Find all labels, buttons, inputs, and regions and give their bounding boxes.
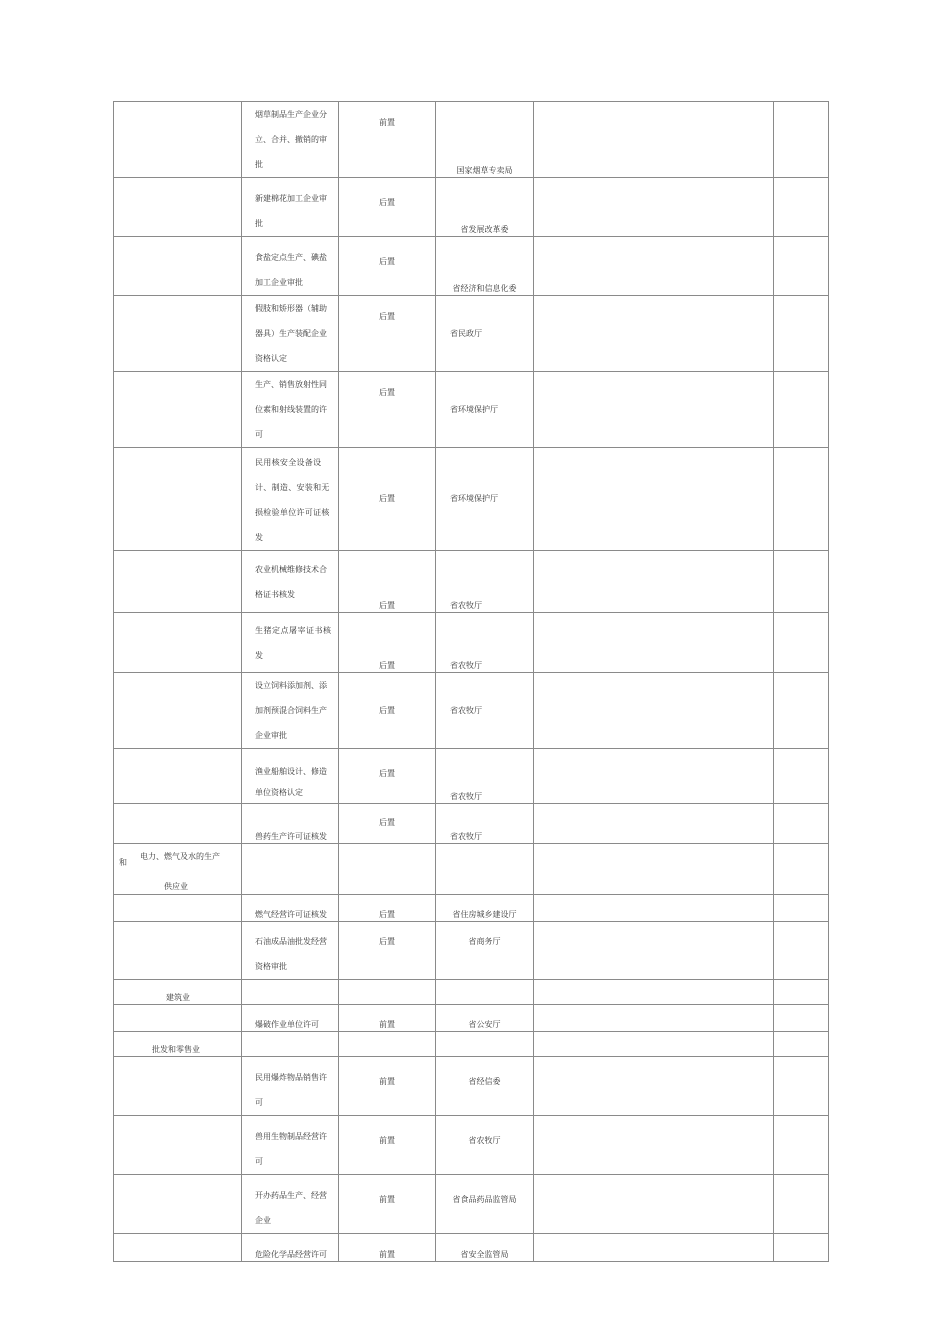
table-row — [114, 613, 829, 673]
remarks-cell — [774, 804, 829, 844]
type-cell: 后置 — [339, 749, 436, 804]
notes-cell — [534, 1057, 774, 1116]
remarks-cell — [774, 296, 829, 372]
item-cell: 食盐定点生产、碘盐加工企业审批 — [242, 237, 339, 296]
dept-cell — [436, 844, 534, 895]
remarks-cell — [774, 237, 829, 296]
dept-cell: 省民政厅 — [436, 296, 534, 372]
table-row — [114, 237, 829, 296]
dept-cell: 省农牧厅 — [436, 613, 534, 673]
table-row — [114, 1005, 829, 1032]
dept-cell: 国家烟草专卖局 — [436, 102, 534, 178]
type-cell: 后置 — [339, 296, 436, 372]
dept-cell: 省公安厅 — [436, 1005, 534, 1032]
type-cell: 后置 — [339, 804, 436, 844]
industry-cell — [114, 448, 242, 551]
industry-cell — [114, 1005, 242, 1032]
industry-cell — [114, 1175, 242, 1234]
dept-cell: 省发展改革委 — [436, 178, 534, 237]
remarks-cell — [774, 1175, 829, 1234]
dept-cell — [436, 980, 534, 1005]
industry-cell — [114, 1032, 242, 1057]
notes-cell — [534, 237, 774, 296]
dept-cell — [436, 1032, 534, 1057]
table-row — [114, 749, 829, 804]
industry-cell — [114, 844, 242, 895]
industry-cell — [114, 296, 242, 372]
type-cell — [339, 844, 436, 895]
table-row — [114, 1234, 829, 1262]
notes-cell — [534, 296, 774, 372]
notes-cell — [534, 448, 774, 551]
industry-cell — [114, 673, 242, 749]
item-cell: 燃气经营许可证核发 — [242, 895, 339, 922]
remarks-cell — [774, 102, 829, 178]
dept-cell: 省经信委 — [436, 1057, 534, 1116]
industry-cell — [114, 102, 242, 178]
type-cell: 前置 — [339, 1116, 436, 1175]
type-cell: 前置 — [339, 1234, 436, 1262]
table-row — [114, 922, 829, 980]
table-row — [114, 1057, 829, 1116]
type-cell: 后置 — [339, 448, 436, 551]
type-cell: 前置 — [339, 1005, 436, 1032]
industry-cell — [114, 1057, 242, 1116]
table-row — [114, 1175, 829, 1234]
remarks-cell — [774, 1234, 829, 1262]
industry-cell — [114, 1116, 242, 1175]
type-cell — [339, 1032, 436, 1057]
type-cell: 后置 — [339, 551, 436, 613]
table-row — [114, 448, 829, 551]
remarks-cell — [774, 448, 829, 551]
remarks-cell — [774, 1116, 829, 1175]
item-cell: 兽药生产许可证核发 — [242, 804, 339, 844]
table-row — [114, 804, 829, 844]
table-row — [114, 1032, 829, 1057]
industry-cell — [114, 237, 242, 296]
item-cell: 民用核安全设备设计、制造、安装和无损检验单位许可证核发 — [242, 448, 339, 551]
item-cell: 爆破作业单位许可 — [242, 1005, 339, 1032]
industry-cell — [114, 551, 242, 613]
industry-cell — [114, 922, 242, 980]
item-cell: 石油成品油批发经营资格审批 — [242, 922, 339, 980]
notes-cell — [534, 1116, 774, 1175]
notes-cell — [534, 1005, 774, 1032]
remarks-cell — [774, 613, 829, 673]
industry-cell — [114, 1234, 242, 1262]
notes-cell — [534, 178, 774, 237]
type-cell: 后置 — [339, 372, 436, 448]
remarks-cell — [774, 551, 829, 613]
type-cell: 前置 — [339, 1057, 436, 1116]
item-cell: 烟草制品生产企业分立、合并、撤销的审批 — [242, 102, 339, 178]
notes-cell — [534, 1175, 774, 1234]
table-row — [114, 844, 829, 895]
table-row — [114, 1116, 829, 1175]
table-row — [114, 296, 829, 372]
item-cell — [242, 1032, 339, 1057]
item-cell — [242, 844, 339, 895]
notes-cell — [534, 922, 774, 980]
industry-cell — [114, 749, 242, 804]
table-row — [114, 895, 829, 922]
remarks-cell — [774, 1005, 829, 1032]
notes-cell — [534, 372, 774, 448]
licensing-table — [113, 101, 829, 1262]
item-cell — [242, 980, 339, 1005]
type-cell: 后置 — [339, 673, 436, 749]
industry-heading: 电力、燃气及水的生产 和 供应业 — [119, 852, 220, 891]
remarks-cell — [774, 980, 829, 1005]
notes-cell — [534, 844, 774, 895]
notes-cell — [534, 613, 774, 673]
industry-cell — [114, 804, 242, 844]
dept-cell: 省农牧厅 — [436, 804, 534, 844]
industry-cell — [114, 980, 242, 1005]
industry-cell — [114, 613, 242, 673]
type-cell: 后置 — [339, 922, 436, 980]
type-cell: 后置 — [339, 895, 436, 922]
item-cell: 假肢和矫形器（辅助器具）生产装配企业资格认定 — [242, 296, 339, 372]
remarks-cell — [774, 844, 829, 895]
table-row — [114, 372, 829, 448]
dept-cell: 省商务厅 — [436, 922, 534, 980]
table-row — [114, 551, 829, 613]
dept-cell: 省农牧厅 — [436, 749, 534, 804]
notes-cell — [534, 673, 774, 749]
item-cell: 渔业船舶设计、修造单位资格认定 — [242, 749, 339, 804]
item-cell: 生猪定点屠宰证书核发 — [242, 613, 339, 673]
notes-cell — [534, 1032, 774, 1057]
dept-cell: 省环境保护厅 — [436, 372, 534, 448]
industry-heading: 建筑业 — [166, 993, 190, 1002]
type-cell: 后置 — [339, 237, 436, 296]
table-row — [114, 178, 829, 237]
type-cell: 前置 — [339, 102, 436, 178]
dept-cell: 省环境保护厅 — [436, 448, 534, 551]
item-cell: 兽用生物制品经营许可 — [242, 1116, 339, 1175]
remarks-cell — [774, 673, 829, 749]
remarks-cell — [774, 895, 829, 922]
type-cell — [339, 980, 436, 1005]
table-row — [114, 673, 829, 749]
remarks-cell — [774, 178, 829, 237]
industry-cell — [114, 178, 242, 237]
table-row — [114, 980, 829, 1005]
notes-cell — [534, 102, 774, 178]
notes-cell — [534, 749, 774, 804]
item-cell: 新建棉花加工企业审批 — [242, 178, 339, 237]
item-cell: 农业机械维修技术合格证书核发 — [242, 551, 339, 613]
item-cell: 开办药品生产、经营企业 — [242, 1175, 339, 1234]
dept-cell: 省住房城乡建设厅 — [436, 895, 534, 922]
dept-cell: 省安全监管局 — [436, 1234, 534, 1262]
item-cell: 危险化学品经营许可 — [242, 1234, 339, 1262]
item-cell: 民用爆炸物品销售许可 — [242, 1057, 339, 1116]
remarks-cell — [774, 749, 829, 804]
remarks-cell — [774, 1032, 829, 1057]
item-cell: 设立饲料添加剂、添加剂预混合饲料生产企业审批 — [242, 673, 339, 749]
remarks-cell — [774, 372, 829, 448]
type-cell: 后置 — [339, 178, 436, 237]
item-cell: 生产、销售放射性同位素和射线装置的许可 — [242, 372, 339, 448]
industry-cell — [114, 895, 242, 922]
dept-cell: 省农牧厅 — [436, 673, 534, 749]
dept-cell: 省农牧厅 — [436, 1116, 534, 1175]
type-cell: 后置 — [339, 613, 436, 673]
notes-cell — [534, 804, 774, 844]
table-row — [114, 102, 829, 178]
dept-cell: 省农牧厅 — [436, 551, 534, 613]
dept-cell: 省经济和信息化委 — [436, 237, 534, 296]
notes-cell — [534, 551, 774, 613]
type-cell: 前置 — [339, 1175, 436, 1234]
industry-cell — [114, 372, 242, 448]
remarks-cell — [774, 922, 829, 980]
remarks-cell — [774, 1057, 829, 1116]
notes-cell — [534, 1234, 774, 1262]
notes-cell — [534, 895, 774, 922]
industry-heading: 批发和零售业 — [152, 1045, 200, 1054]
dept-cell: 省食品药品监管局 — [436, 1175, 534, 1234]
notes-cell — [534, 980, 774, 1005]
